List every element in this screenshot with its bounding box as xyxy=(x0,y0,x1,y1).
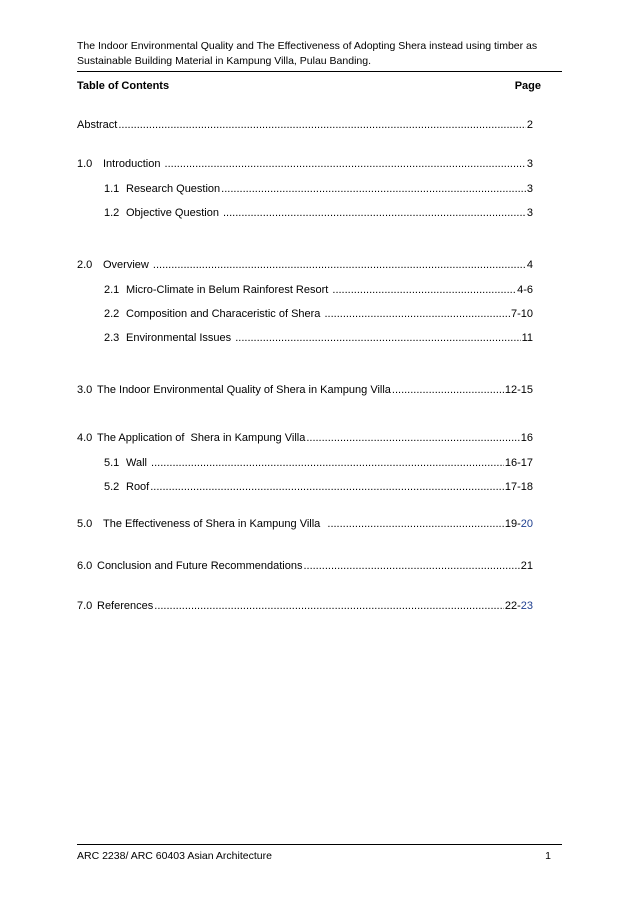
toc-entry-page: 3 xyxy=(526,207,533,219)
toc-entry-page-start: 22- xyxy=(504,600,521,612)
toc-heading xyxy=(77,80,541,92)
dot-leader xyxy=(151,457,504,469)
header-divider xyxy=(77,71,562,72)
toc-entry-label: Conclusion and Future Recommendations xyxy=(97,560,303,572)
toc-entry-page: 12-15 xyxy=(504,384,533,396)
toc-title: Table of Contents xyxy=(77,80,170,92)
toc-entry-composition[interactable] xyxy=(104,308,533,320)
toc-entry-page xyxy=(505,518,533,530)
toc-entry-page-end: 20 xyxy=(520,518,533,530)
toc-entry-number: 5.0 xyxy=(77,518,102,530)
dot-leader xyxy=(392,384,504,396)
dot-leader xyxy=(332,284,516,296)
dot-leader xyxy=(327,518,503,530)
toc-entry-page: 7-10 xyxy=(510,308,533,320)
toc-entry-conclusion[interactable] xyxy=(77,560,533,572)
toc-entry-number: 5.2 xyxy=(104,481,129,493)
toc-entry-introduction[interactable] xyxy=(77,158,533,170)
toc-entry-number: 3.0 xyxy=(77,384,99,396)
toc-entry-number: 6.0 xyxy=(77,560,99,572)
toc-entry-research-question[interactable] xyxy=(104,183,533,195)
dot-leader xyxy=(118,119,526,131)
toc-entry-wall[interactable] xyxy=(104,457,533,469)
dot-leader xyxy=(154,600,504,612)
toc-entry-number: 1.1 xyxy=(104,183,129,195)
toc-entry-label: The Indoor Environmental Quality of Shera in Kampung Villa xyxy=(97,384,391,396)
toc-entry-label: Abstract xyxy=(77,119,118,131)
toc-entry-label: Overview xyxy=(103,259,152,271)
toc-entry-page: 3 xyxy=(526,158,533,170)
dot-leader xyxy=(150,481,504,493)
toc-entry-effectiveness[interactable] xyxy=(77,518,533,530)
dot-leader xyxy=(324,308,509,320)
toc-entry-label: The Application of Shera in Kampung Villa xyxy=(97,432,306,444)
dot-leader xyxy=(235,332,520,344)
toc-entry-page xyxy=(505,600,533,612)
toc-entry-application[interactable] xyxy=(77,432,533,444)
toc-entry-page: 21 xyxy=(520,560,533,572)
toc-entry-label: Research Question xyxy=(126,183,221,195)
toc-entry-page-start: 19- xyxy=(504,518,521,530)
toc-entry-label: The Effectiveness of Shera in Kampung Villa xyxy=(103,518,327,530)
toc-entry-label: Introduction xyxy=(103,158,164,170)
toc-entry-roof[interactable] xyxy=(104,481,533,493)
toc-entry-page: 16-17 xyxy=(504,457,533,469)
dot-leader xyxy=(165,158,526,170)
toc-entry-micro-climate[interactable] xyxy=(104,284,533,296)
dot-leader xyxy=(223,207,526,219)
dot-leader xyxy=(221,183,526,195)
toc-entry-number: 4.0 xyxy=(77,432,99,444)
toc-entry-page: 4-6 xyxy=(517,284,533,296)
toc-entry-number: 1.2 xyxy=(104,207,129,219)
toc-entry-number: 5.1 xyxy=(104,457,129,469)
toc-entry-number: 2.0 xyxy=(77,259,102,271)
page-header xyxy=(77,39,562,69)
toc-entry-number: 7.0 xyxy=(77,600,99,612)
footer-divider xyxy=(77,844,562,845)
toc-entry-label: Wall xyxy=(126,457,151,469)
toc-entry-objective-question[interactable] xyxy=(104,207,533,219)
toc-entry-label: References xyxy=(97,600,154,612)
toc-page-column-label: Page xyxy=(514,80,541,92)
toc-entry-page: 4 xyxy=(526,259,533,271)
toc-entry-label: Composition and Characeristic of Shera xyxy=(126,308,324,320)
toc-entry-number: 2.3 xyxy=(104,332,129,344)
dot-leader xyxy=(303,560,519,572)
toc-entry-indoor-quality[interactable] xyxy=(77,384,533,396)
toc-entry-number: 2.1 xyxy=(104,284,129,296)
toc-entry-page: 11 xyxy=(521,332,533,344)
toc-entry-label: Roof xyxy=(126,481,150,493)
header-title-line-2: Sustainable Building Material in Kampung Villa, Pulau Banding. xyxy=(77,55,371,67)
toc-entry-overview[interactable] xyxy=(77,259,533,271)
toc-entry-page-end: 23 xyxy=(520,600,533,612)
toc-entry-label: Environmental Issues xyxy=(126,332,235,344)
dot-leader xyxy=(306,432,519,444)
toc-entry-number: 2.2 xyxy=(104,308,129,320)
toc-entry-label: Micro-Climate in Belum Rainforest Resort xyxy=(126,284,332,296)
toc-entry-page: 3 xyxy=(526,183,533,195)
footer-course-code: ARC 2238/ ARC 60403 Asian Architecture xyxy=(77,850,272,862)
header-title-line-1: The Indoor Environmental Quality and The Effectiveness of Adopting Shera instead using timber as xyxy=(77,40,538,52)
toc-entry-label: Objective Question xyxy=(126,207,222,219)
toc-entry-page: 2 xyxy=(526,119,533,131)
dot-leader xyxy=(153,259,526,271)
footer-page-number: 1 xyxy=(545,850,551,862)
toc-entry-page: 17-18 xyxy=(504,481,533,493)
page-footer xyxy=(77,850,551,862)
toc-entry-environmental-issues[interactable] xyxy=(104,332,533,344)
toc-entry-abstract[interactable] xyxy=(77,119,533,131)
toc-entry-references[interactable] xyxy=(77,600,533,612)
toc-entry-number: 1.0 xyxy=(77,158,102,170)
toc-entry-page: 16 xyxy=(520,432,533,444)
